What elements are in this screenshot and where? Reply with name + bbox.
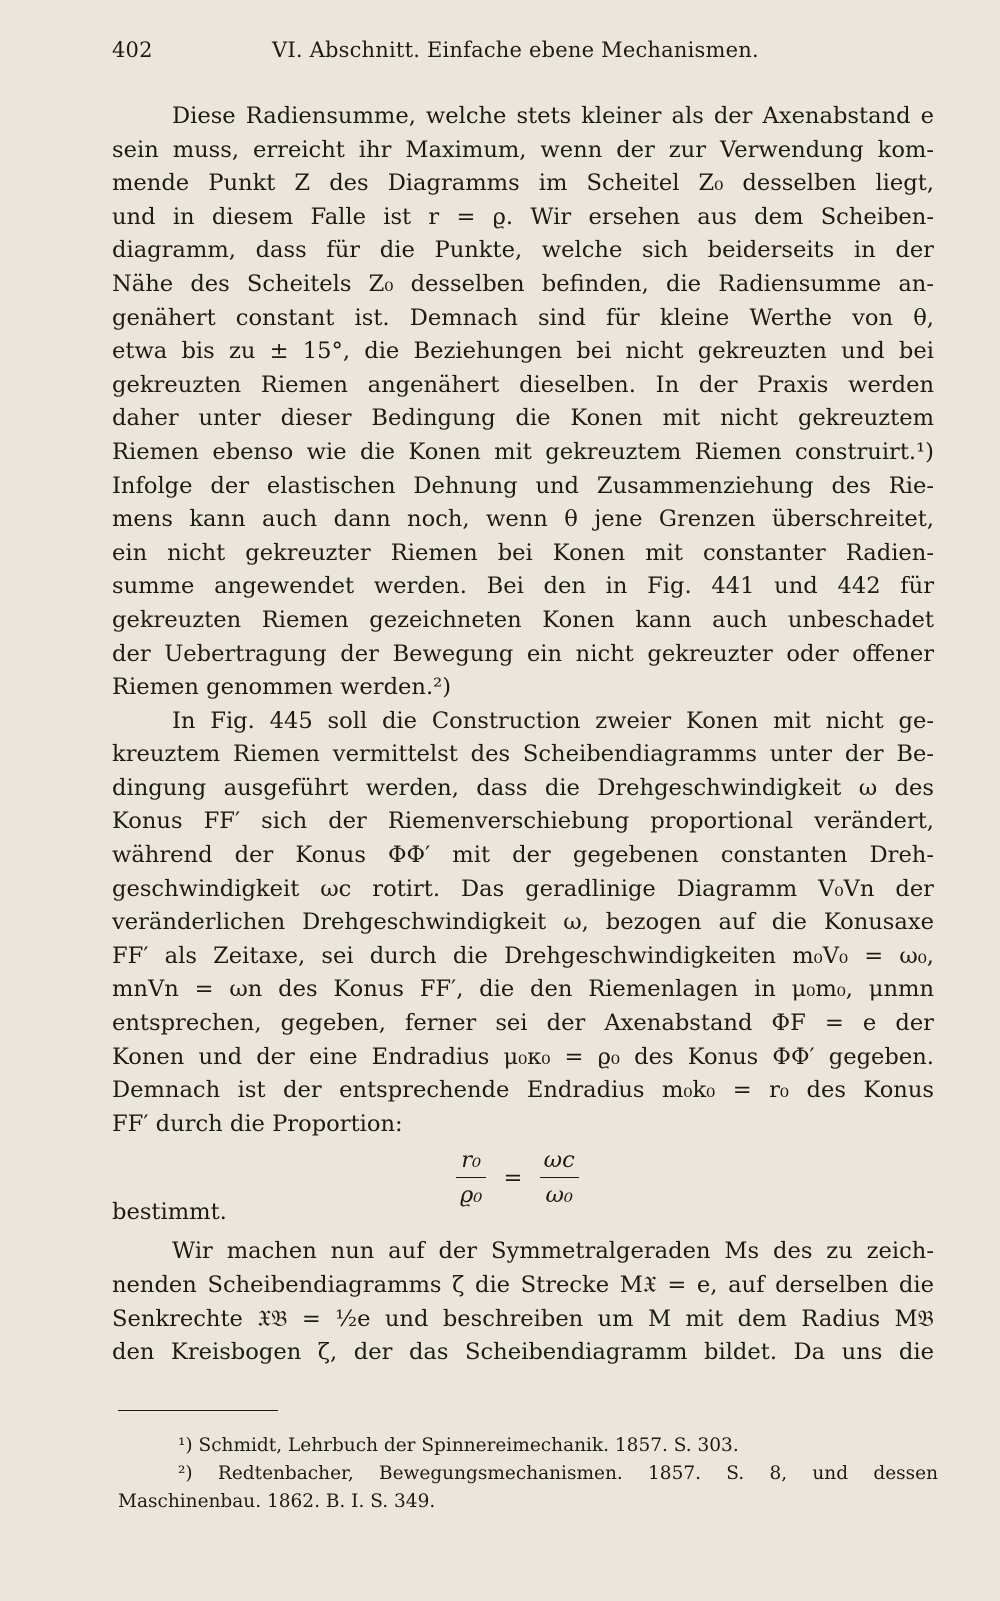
footnotes — [118, 1432, 938, 1516]
body-text — [112, 100, 934, 1370]
equation-formula — [456, 1147, 579, 1208]
running-head: VI. Abschnitt. Einfache ebene Mechanismen. — [272, 38, 759, 62]
equals-sign: = — [503, 1164, 523, 1191]
lhs-fraction — [456, 1147, 486, 1208]
text-line: mens kann auch dann noch, wenn θ jene Grenzen überschreitet, — [112, 506, 934, 533]
lhs-denominator: ϱ₀ — [460, 1182, 483, 1209]
equation-lead-text: bestimmt. — [112, 1199, 227, 1226]
text-line: ein nicht gekreuzter Riemen bei Konen mit constanter Radien- — [112, 539, 934, 566]
lhs-numerator: r₀ — [456, 1147, 486, 1178]
text-line: FF′ als Zeitaxe, sei durch die Drehgeschwindigkeiten m₀V₀ = ω₀, — [112, 942, 934, 969]
text-line: Infolge der elastischen Dehnung und Zusammenziehung des Rie- — [112, 472, 934, 499]
text-line: daher unter dieser Bedingung die Konen mit nicht gekreuztem — [112, 405, 934, 432]
text-line: diagramm, dass für die Punkte, welche sich beiderseits in der — [112, 237, 934, 264]
proportion-equation — [112, 1141, 934, 1235]
text-line: Demnach ist der entsprechende Endradius m₀k₀ = r₀ des Konus — [112, 1077, 934, 1104]
text-line: Nähe des Scheitels Z₀ desselben befinden, die Radiensumme an- — [112, 270, 934, 297]
page-header — [112, 38, 932, 72]
rhs-denominator: ω₀ — [545, 1182, 573, 1209]
page-number: 402 — [112, 38, 153, 62]
text-line: Senkrechte 𝔛𝔅 = ½e und beschreiben um M mit dem Radius M𝔅 — [112, 1305, 934, 1332]
text-line: FF′ durch die Proportion: — [112, 1110, 403, 1137]
text-line: geschwindigkeit ωc rotirt. Das geradlinige Diagramm V₀Vn der — [112, 875, 934, 902]
text-line: summe angewendet werden. Bei den in Fig. 441 und 442 für — [112, 573, 934, 600]
text-line: kreuztem Riemen vermittelst des Scheibendiagramms unter der Be- — [112, 741, 934, 768]
text-line: nenden Scheibendiagramms ζ die Strecke M𝔛 = e, auf derselben die — [112, 1272, 934, 1298]
text-line: während der Konus ΦΦ′ mit der gegebenen constanten Dreh- — [112, 842, 934, 869]
text-line: Wir machen nun auf der Symmetralgeraden Ms des zu zeich- — [172, 1238, 934, 1265]
text-line: In Fig. 445 soll die Construction zweier Konen mit nicht ge- — [172, 707, 934, 734]
text-line: etwa bis zu ± 15°, die Beziehungen bei nicht gekreuzten und bei — [112, 338, 934, 365]
text-line: mende Punkt Z des Diagramms im Scheitel Z₀ desselben liegt, — [112, 170, 934, 197]
text-line: Riemen ebenso wie die Konen mit gekreuztem Riemen construirt.¹) — [112, 438, 934, 465]
text-line: gekreuzten Riemen angenähert dieselben. In der Praxis werden — [112, 371, 934, 398]
text-line: veränderlichen Drehgeschwindigkeit ω, bezogen auf die Konusaxe — [112, 909, 934, 936]
rhs-numerator: ωc — [540, 1147, 579, 1178]
text-line: mnVn = ωn des Konus FF′, die den Riemenlagen in μ₀m₀, μnmn — [112, 976, 934, 1003]
rhs-fraction — [540, 1147, 579, 1208]
footnote-2-continued: Maschinenbau. 1862. B. I. S. 349. — [118, 1491, 436, 1512]
footnote-1: ¹) Schmidt, Lehrbuch der Spinnereimechanik. 1857. S. 303. — [178, 1435, 739, 1456]
text-line: und in diesem Falle ist r = ϱ. Wir ersehen aus dem Scheiben- — [112, 203, 934, 230]
text-line: dingung ausgeführt werden, dass die Drehgeschwindigkeit ω des — [112, 774, 934, 801]
footnote-2: ²) Redtenbacher, Bewegungsmechanismen. 1857. S. 8, und dessen — [178, 1463, 938, 1484]
footnote-divider — [118, 1410, 278, 1411]
text-line: Riemen genommen werden.²) — [112, 674, 452, 701]
text-line: gekreuzten Riemen gezeichneten Konen kann auch unbeschadet — [112, 606, 934, 633]
text-line: der Uebertragung der Bewegung ein nicht gekreuzter oder offener — [112, 640, 934, 667]
text-line: Diese Radiensumme, welche stets kleiner als der Axenabstand e — [172, 103, 934, 129]
text-line: entsprechen, gegeben, ferner sei der Axenabstand ΦF = e der — [112, 1010, 934, 1037]
text-line: Konus FF′ sich der Riemenverschiebung proportional verändert, — [112, 808, 934, 835]
text-line: genähert constant ist. Demnach sind für kleine Werthe von θ, — [112, 304, 934, 331]
text-line: den Kreisbogen ζ, der das Scheibendiagramm bildet. Da uns die — [112, 1339, 934, 1366]
text-line: Konen und der eine Endradius μ₀κ₀ = ϱ₀ des Konus ΦΦ′ gegeben. — [112, 1043, 934, 1070]
text-line: sein muss, erreicht ihr Maximum, wenn der zur Verwendung kom- — [112, 136, 934, 163]
